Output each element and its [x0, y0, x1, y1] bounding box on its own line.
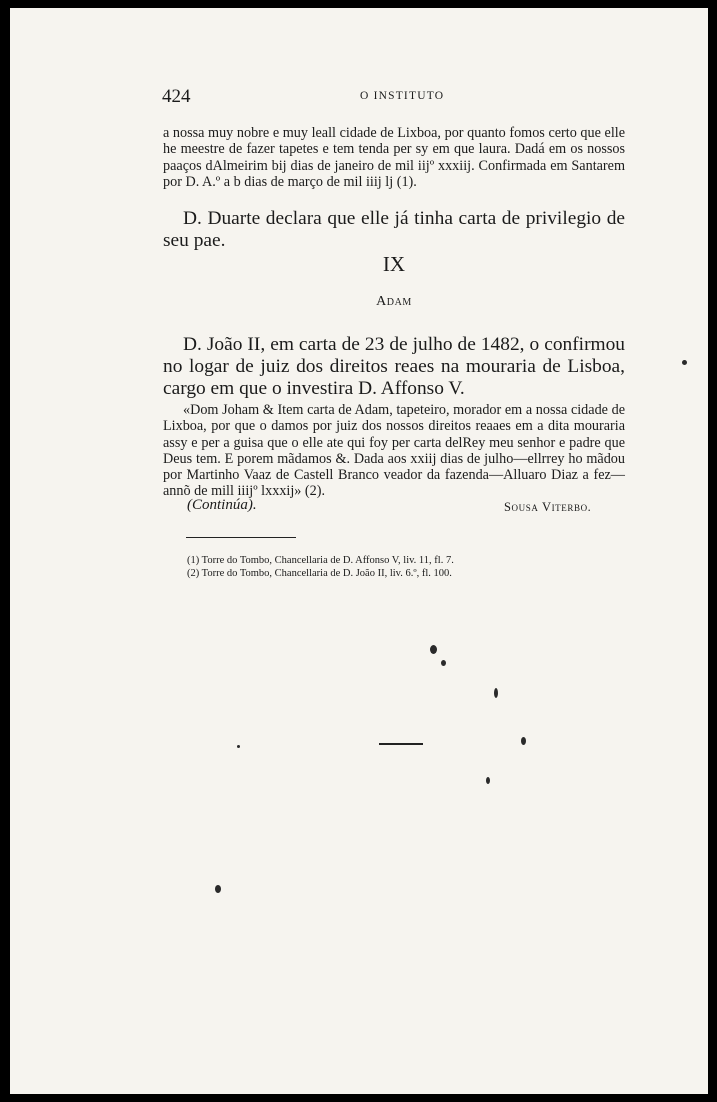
page-number: 424 [162, 86, 191, 107]
footnote-rule [186, 537, 296, 538]
section-title: Adam [376, 294, 412, 309]
ink-speck [430, 645, 437, 654]
letter-quote-paragraph: «Dom Joham & Item carta de Adam, tapeteiro, morador em a nossa cidade de Lixboa, por que o damos por juiz dos nossos direitos reaaes em a dita mouraria assy e per a guisa que o elle ate qui foy per carta delRey meu senhor e padre que Deus tem. E porem mãdamos &. Dada aos xxiij dias de julho—ellrrey ho mãdou por Martinho Vaaz de Castell Branco veador da fazenda—Alluaro Diaz a fez—annõ de mill iiijº lxxxij» (2). [163, 402, 625, 500]
ink-speck [441, 660, 446, 666]
book-page [10, 8, 708, 1094]
ink-speck [215, 885, 221, 893]
ink-speck [486, 777, 490, 784]
ink-speck [494, 688, 498, 698]
ink-speck [682, 360, 687, 365]
intro-quote-paragraph: a nossa muy nobre e muy leall cidade de Lixboa, por quanto fomos certo que elle he meestre de fazer tapetes e tem tenda per sy em que laura. Dadá em os nossos paaços dAlmeirim bij dias de janeiro de mil iijº xxxiij. Confirmada em Santarem por D. A.º a b dias de março de mil iiij lj (1). [163, 125, 625, 190]
footnote-2: (2) Torre do Tombo, Chancellaria de D. João II, liv. 6.º, fl. 100. [187, 568, 452, 579]
footnotes [187, 554, 454, 580]
section-number: IX [382, 252, 406, 276]
continua-label: (Continúa). [187, 497, 257, 513]
running-title: O INSTITUTO [360, 90, 445, 102]
author-signature: Sousa Viterbo. [504, 500, 592, 514]
footnote-1: (1) Torre do Tombo, Chancellaria de D. Affonso V, liv. 11, fl. 7. [187, 555, 454, 566]
ink-speck [521, 737, 526, 745]
ink-speck [237, 745, 240, 748]
end-rule [379, 743, 423, 745]
duarte-paragraph: D. Duarte declara que elle já tinha carta de privilegio de seu pae. [163, 208, 625, 251]
page-header [162, 86, 632, 110]
joao-paragraph: D. João II, em carta de 23 de julho de 1482, o confirmou no logar de juiz dos direitos reaes na mouraria de Lisboa, cargo em que o investira D. Affonso V. [163, 334, 625, 399]
